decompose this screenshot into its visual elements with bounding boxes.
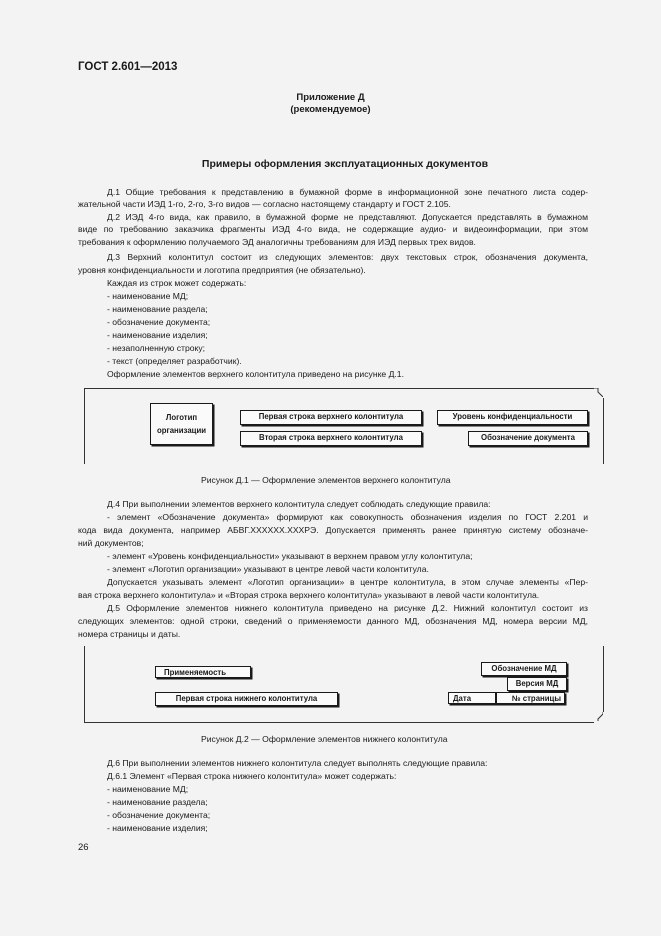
rule3: - элемент «Логотип организации» указывают в центре левой части колонтитула. [107, 564, 429, 574]
paragraph-d1-line2: жательной части ИЭД 1-го, 2-го, 3-го видов — согласно настоящему стандарту и ГОСТ 2.105. [78, 199, 451, 209]
each-line-intro: Каждая из строк может содержать: [107, 278, 247, 288]
frame-top-line [84, 388, 594, 389]
section-title: Примеры оформления эксплуатационных документов [201, 158, 489, 170]
list-item: - наименование раздела; [107, 304, 208, 314]
appendix-title: Приложение Д [296, 92, 365, 103]
page-number-box: № страницы [496, 692, 565, 704]
standard-designation: ГОСТ 2.601—2013 [78, 61, 178, 73]
frame-corner-notch [594, 388, 603, 397]
paragraph-d61: Д.6.1 Элемент «Первая строка нижнего колонтитула» может содержать: [107, 771, 397, 781]
md-designation-box: Обозначение МД [481, 662, 567, 676]
list-item: - наименование раздела; [107, 797, 208, 807]
rule1-line2: кода вида документа, например АБВГ.XXXXXX.XXXРЭ. Допускается применять ранее принятую систему обозначе- [78, 525, 588, 535]
paragraph-d6: Д.6 При выполнении элементов нижнего колонтитула следует выполнять следующие правила: [107, 758, 488, 768]
paragraph-d5-line3: номера страницы и даты. [78, 629, 181, 639]
figure1-caption: Рисунок Д.1 — Оформление элементов верхнего колонтитула [201, 475, 451, 485]
list-item: - наименование изделия; [107, 823, 208, 833]
header-line2-box: Вторая строка верхнего колонтитула [240, 431, 422, 446]
logo-line1: Логотип [165, 413, 198, 422]
logo-line2: организации [156, 426, 207, 435]
paragraph-d2-line2: виде по требованию заказчика фрагменты ИЭД 4-го вида, не содержащие аудио- и видеоинформации, при этом [78, 224, 588, 234]
list-item: - наименование МД; [107, 784, 189, 794]
paragraph-d2-line1: Д.2 ИЭД 4-го вида, как правило, в бумажной форме не представляют. Допускается представлять в бумажном [107, 212, 588, 222]
frame-right-line [603, 646, 604, 712]
frame-right-line [603, 398, 604, 464]
frame-left-line [84, 388, 85, 464]
rule1-line3: ний документов; [78, 538, 144, 548]
date-box: Дата [448, 692, 496, 704]
frame-corner-notch [594, 712, 603, 721]
list-item: - наименование изделия; [107, 330, 208, 340]
footer-first-line-box: Первая строка нижнего колонтитула [155, 692, 338, 706]
list-item: - наименование МД; [107, 291, 189, 301]
paragraph-d3-line1: Д.3 Верхний колонтитул состоит из следующих элементов: двух текстовых строк, обозначения документа, [107, 252, 588, 262]
paragraph-d3-line2: уровня конфиденциальности и логотипа предприятия (не обязательно). [78, 265, 366, 275]
paragraph-d1-line1: Д.1 Общие требования к представлению в бумажной форме в информационной зоне печатного листа содер- [107, 187, 588, 197]
md-version-box: Версия МД [507, 677, 567, 691]
paragraph-d5-line1: Д.5 Оформление элементов нижнего колонтитула приведено на рисунке Д.2. Нижний колонтитул состоит из [107, 603, 588, 613]
page-number: 26 [78, 842, 89, 853]
allowed-line2: вая строка верхнего колонтитула» и «Вторая строка верхнего колонтитула» указывают в левой части колонтитула. [78, 590, 540, 600]
header-line1-box: Первая строка верхнего колонтитула [240, 410, 422, 425]
list-item: - обозначение документа; [107, 810, 211, 820]
allowed-line1: Допускается указывать элемент «Логотип организации» в центре колонтитула, в этом случае элементы «Пер- [107, 577, 588, 587]
frame-left-line [84, 646, 85, 722]
rule2: - элемент «Уровень конфиденциальности» указывают в верхнем правом углу колонтитула; [107, 551, 473, 561]
list-item: - обозначение документа; [107, 317, 211, 327]
logo-box [150, 403, 213, 445]
figure2-caption: Рисунок Д.2 — Оформление элементов нижнего колонтитула [201, 734, 448, 744]
list-item: - текст (определяет разработчик). [107, 356, 242, 366]
appendix-note: (рекомендуемое) [290, 104, 371, 115]
rule1-line1: - элемент «Обозначение документа» формируют как совокупность обозначения изделия по ГОСТ 2.201 и [107, 512, 588, 522]
doc-designation-box: Обозначение документа [468, 431, 588, 446]
list-item: - незаполненную строку; [107, 343, 206, 353]
paragraph-d5-line2: следующих элементов: одной строки, сведений о применяемости данного МД, обозначения МД, номера версии МД, [78, 616, 588, 626]
paragraph-d2-line3: требования к оформлению получаемого ЭД аналогичны требованиям для ИЭД первых трех видов. [78, 237, 476, 247]
paragraph-d4: Д.4 При выполнении элементов верхнего колонтитула следует соблюдать следующие правила: [107, 499, 491, 509]
applicability-box: Применяемость [155, 666, 251, 678]
confidentiality-box: Уровень конфиденциальности [437, 410, 588, 425]
frame-bottom-line [84, 722, 594, 723]
figure-reference: Оформление элементов верхнего колонтитула приведено на рисунке Д.1. [107, 369, 404, 379]
